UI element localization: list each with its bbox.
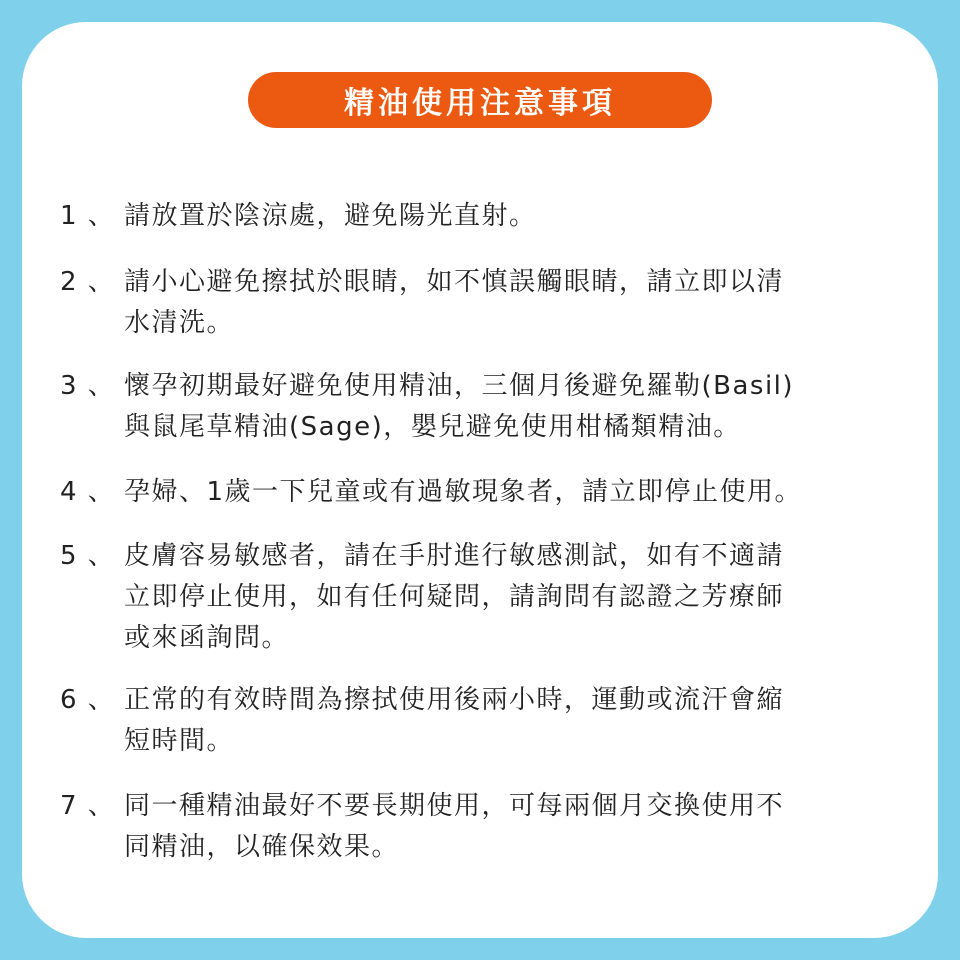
item-line: 立即停止使用，如有任何疑問，請詢問有認證之芳療師 [124,582,785,612]
item-line: 同精油，以確保效果。 [124,832,400,862]
notice-card [22,22,938,938]
item-line: 皮膚容易敏感者，請在手肘進行敏感測試，如有不適請 [124,541,785,571]
item-line: 短時間。 [124,726,235,756]
item-line: 懷孕初期最好避免使用精油，三個月後避免羅勒(Basil) [124,371,795,401]
item-line: 孕婦、1歲一下兒童或有過敏現象者，請立即停止使用。 [124,477,803,507]
item-line: 正常的有效時間為擦拭使用後兩小時，運動或流汗會縮 [124,685,785,715]
item-line: 水清洗。 [124,308,235,338]
item-line: 或來函詢問。 [124,623,290,653]
item-number: 4 、 [60,477,116,507]
item-number: 6 、 [60,685,116,715]
item-number: 7 、 [60,791,116,821]
item-line: 同一種精油最好不要長期使用，可每兩個月交換使用不 [124,791,785,821]
item-line: 請小心避免擦拭於眼睛，如不慎誤觸眼睛，請立即以清 [124,267,785,297]
item-number: 1 、 [60,201,116,231]
item-number: 5 、 [60,541,116,571]
item-number: 3 、 [60,371,116,401]
item-line: 請放置於陰涼處，避免陽光直射。 [124,201,537,231]
page-title: 精油使用注意事項 [248,72,712,128]
item-number: 2 、 [60,267,116,297]
item-line: 與鼠尾草精油(Sage)，嬰兒避免使用柑橘類精油。 [124,412,741,442]
